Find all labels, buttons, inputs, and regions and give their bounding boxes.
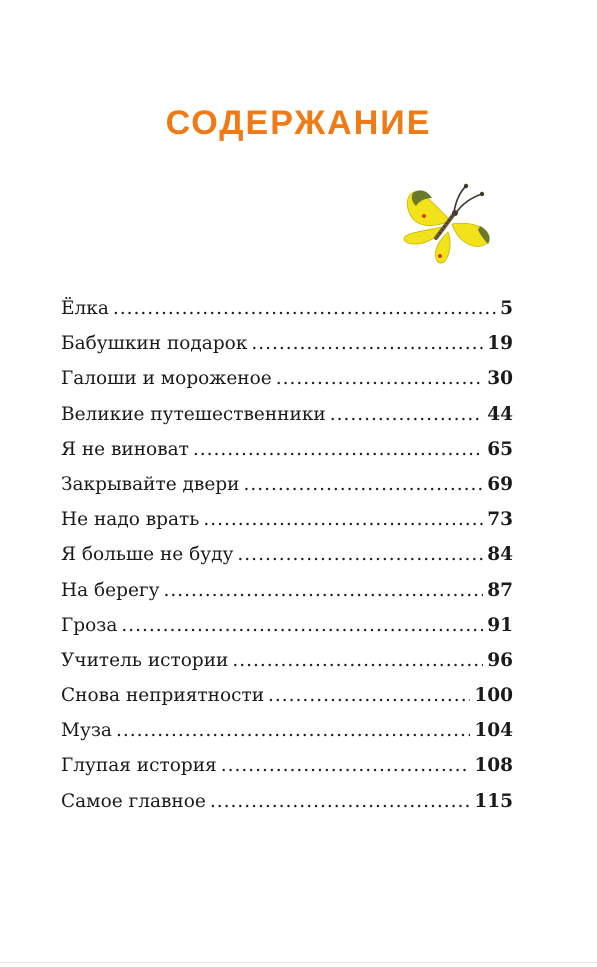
toc-entry [61, 474, 513, 509]
toc-entry-title: Галоши и мороженое [61, 368, 272, 390]
toc-leader-dots [203, 509, 483, 530]
toc-leader-dots [221, 755, 471, 776]
toc-entry-page-number: 87 [487, 579, 513, 601]
toc-leader-dots [193, 439, 483, 460]
toc-entry-page-number: 44 [487, 403, 513, 425]
toc-leader-dots [116, 720, 470, 741]
toc-entry-title: Я не виноват [61, 438, 189, 460]
toc-entry-title: Гроза [61, 614, 118, 636]
toc-entry-title: Глупая история [61, 755, 217, 777]
toc-entry [61, 298, 513, 333]
table-of-contents [61, 298, 513, 826]
toc-leader-dots [330, 404, 484, 425]
toc-entry-title: Самое главное [61, 790, 206, 812]
toc-entry-page-number: 108 [474, 755, 513, 777]
toc-entry [61, 650, 513, 685]
toc-leader-dots [237, 544, 483, 565]
toc-entry [61, 791, 513, 826]
toc-entry [61, 685, 513, 720]
toc-entry-title: Муза [61, 720, 112, 742]
toc-entry-page-number: 104 [474, 720, 513, 742]
toc-entry [61, 333, 513, 368]
page-title: СОДЕРЖАНИЕ [165, 104, 432, 142]
butterfly-icon [396, 176, 492, 268]
toc-entry-title: Закрывайте двери [61, 473, 240, 495]
toc-leader-dots [121, 615, 483, 636]
toc-entry [61, 755, 513, 790]
toc-entry [61, 720, 513, 755]
toc-leader-dots [113, 298, 496, 319]
toc-leader-dots [276, 368, 484, 389]
toc-entry-title: Бабушкин подарок [61, 333, 248, 355]
toc-entry-title: Снова неприятности [61, 685, 265, 707]
toc-entry-title: Великие путешественники [61, 403, 326, 425]
toc-entry-page-number: 19 [487, 333, 513, 355]
toc-entry-title: Я больше не буду [61, 544, 234, 566]
toc-entry-page-number: 65 [487, 438, 513, 460]
toc-entry-page-number: 100 [474, 685, 513, 707]
toc-leader-dots [268, 685, 470, 706]
toc-entry [61, 580, 513, 615]
toc-entry [61, 544, 513, 579]
toc-entry-title: Не надо врать [61, 509, 200, 531]
toc-entry [61, 439, 513, 474]
toc-leader-dots [243, 474, 483, 495]
toc-entry-page-number: 96 [487, 649, 513, 671]
toc-entry [61, 615, 513, 650]
toc-leader-dots [232, 650, 483, 671]
toc-entry-page-number: 5 [500, 298, 513, 319]
toc-entry-title: На берегу [61, 579, 160, 601]
toc-entry-page-number: 73 [487, 509, 513, 531]
toc-entry [61, 404, 513, 439]
toc-entry-page-number: 30 [487, 368, 513, 390]
toc-entry [61, 509, 513, 544]
toc-entry [61, 368, 513, 403]
toc-leader-dots [251, 333, 483, 354]
toc-entry-page-number: 115 [474, 790, 513, 812]
toc-entry-title: Учитель истории [61, 649, 229, 671]
toc-entry-page-number: 84 [487, 544, 513, 566]
toc-entry-page-number: 69 [487, 473, 513, 495]
toc-entry-page-number: 91 [487, 614, 513, 636]
toc-leader-dots [210, 791, 471, 812]
toc-entry-title: Ёлка [61, 298, 109, 319]
page-divider [0, 962, 597, 963]
toc-leader-dots [164, 580, 484, 601]
